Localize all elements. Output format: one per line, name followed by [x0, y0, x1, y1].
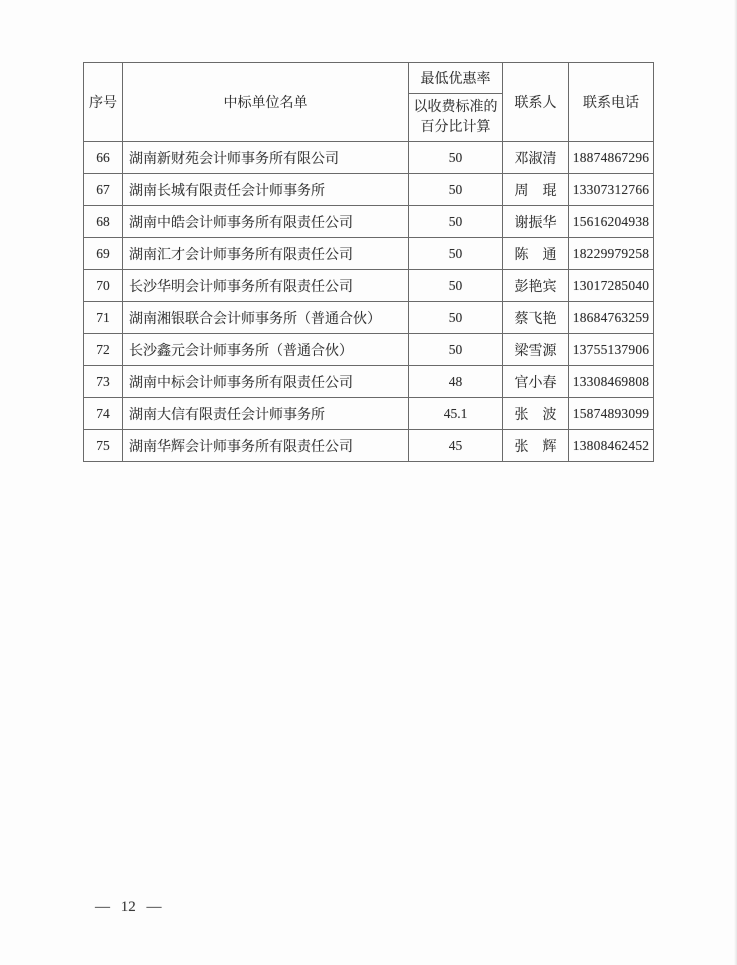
seq-cell: 72	[84, 334, 123, 366]
table-row	[84, 270, 654, 302]
rate-cell: 48	[409, 366, 503, 398]
company-name-cell: 湖南新财苑会计师事务所有限公司	[123, 142, 409, 174]
table-row	[84, 174, 654, 206]
company-name-cell: 湖南汇才会计师事务所有限责任公司	[123, 238, 409, 270]
company-name-cell: 长沙华明会计师事务所有限责任公司	[123, 270, 409, 302]
contact-cell: 陈 通	[503, 238, 569, 270]
seq-cell: 71	[84, 302, 123, 334]
rate-cell: 45.1	[409, 398, 503, 430]
table-header-row	[84, 63, 654, 94]
phone-cell: 13307312766	[569, 174, 654, 206]
table-row	[84, 430, 654, 462]
seq-cell: 75	[84, 430, 123, 462]
phone-cell: 13017285040	[569, 270, 654, 302]
contact-cell: 梁雪源	[503, 334, 569, 366]
seq-cell: 66	[84, 142, 123, 174]
phone-cell: 13308469808	[569, 366, 654, 398]
table-row	[84, 334, 654, 366]
contact-cell: 张 辉	[503, 430, 569, 462]
table-row	[84, 366, 654, 398]
seq-cell: 74	[84, 398, 123, 430]
company-name-cell: 湖南大信有限责任会计师事务所	[123, 398, 409, 430]
table-row	[84, 142, 654, 174]
header-rate-sub	[409, 94, 503, 142]
seq-cell: 68	[84, 206, 123, 238]
contact-cell: 周 琨	[503, 174, 569, 206]
header-rate-sub-line2: 百分比计算	[420, 119, 491, 135]
contact-cell: 张 波	[503, 398, 569, 430]
header-rate-sub-line1: 以收费标准的	[413, 99, 498, 115]
company-name-cell: 湖南中皓会计师事务所有限责任公司	[123, 206, 409, 238]
company-name-cell: 长沙鑫元会计师事务所（普通合伙）	[123, 334, 409, 366]
seq-cell: 73	[84, 366, 123, 398]
rate-cell: 50	[409, 302, 503, 334]
seq-cell: 70	[84, 270, 123, 302]
bid-winners-table	[83, 62, 654, 462]
company-name-cell: 湖南长城有限责任会计师事务所	[123, 174, 409, 206]
header-company-name: 中标单位名单	[123, 63, 409, 142]
company-name-cell: 湖南中标会计师事务所有限责任公司	[123, 366, 409, 398]
contact-cell: 蔡飞艳	[503, 302, 569, 334]
phone-cell: 18684763259	[569, 302, 654, 334]
contact-cell: 谢振华	[503, 206, 569, 238]
phone-cell: 15874893099	[569, 398, 654, 430]
contact-cell: 官小春	[503, 366, 569, 398]
phone-cell: 15616204938	[569, 206, 654, 238]
header-contact: 联系人	[503, 63, 569, 142]
page-number: — 12 —	[95, 899, 162, 915]
table-row	[84, 238, 654, 270]
seq-cell: 69	[84, 238, 123, 270]
phone-cell: 13755137906	[569, 334, 654, 366]
phone-cell: 18874867296	[569, 142, 654, 174]
contact-cell: 邓淑清	[503, 142, 569, 174]
phone-cell: 18229979258	[569, 238, 654, 270]
table-row	[84, 206, 654, 238]
rate-cell: 45	[409, 430, 503, 462]
header-rate-main: 最低优惠率	[409, 63, 503, 94]
rate-cell: 50	[409, 270, 503, 302]
company-name-cell: 湖南华辉会计师事务所有限责任公司	[123, 430, 409, 462]
header-phone: 联系电话	[569, 63, 654, 142]
rate-cell: 50	[409, 174, 503, 206]
header-seq: 序号	[84, 63, 123, 142]
rate-cell: 50	[409, 334, 503, 366]
table-row	[84, 302, 654, 334]
rate-cell: 50	[409, 142, 503, 174]
table-row	[84, 398, 654, 430]
company-name-cell: 湖南湘银联合会计师事务所（普通合伙）	[123, 302, 409, 334]
rate-cell: 50	[409, 238, 503, 270]
contact-cell: 彭艳宾	[503, 270, 569, 302]
phone-cell: 13808462452	[569, 430, 654, 462]
rate-cell: 50	[409, 206, 503, 238]
seq-cell: 67	[84, 174, 123, 206]
